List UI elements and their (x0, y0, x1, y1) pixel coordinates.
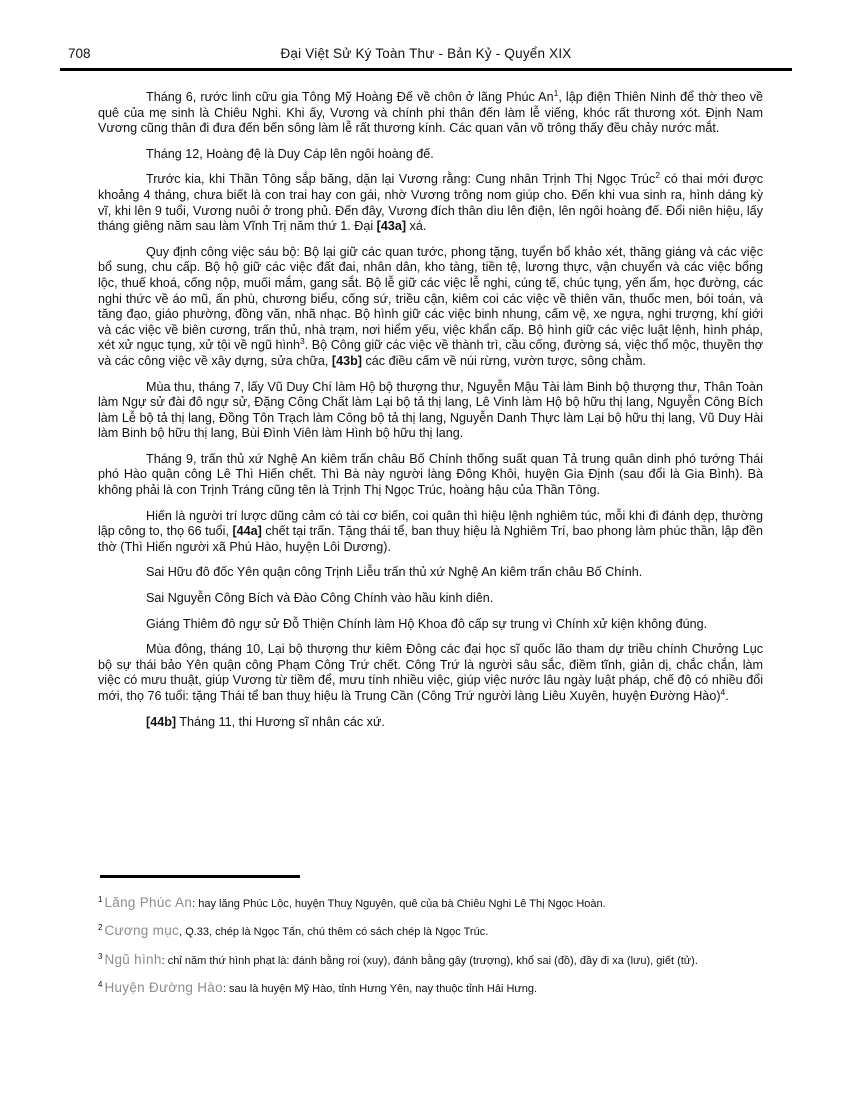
footnote-marker: 3 (98, 951, 103, 961)
text-run: có thai mới được khoảng 4 tháng, chưa biết là con trai hay con gái, nhờ Vương trông nom giúp cho. Đến khi vua sinh ra, hình dáng kỳ vĩ, khi lên 9 tuổi, Vương nuôi ở trong phủ. Đến đây, Vương đích thân dìu lên điện, lên ngôi hoàng đế. Đổi niên hiệu, lấy tháng giêng năm sau làm Vĩnh Trị năm thứ 1. Đại (98, 172, 764, 234)
text-run: Sai Nguyễn Công Bích và Đào Công Chính vào hầu kinh diên. (146, 591, 494, 606)
paragraph (98, 617, 763, 633)
page-number: 708 (68, 46, 91, 61)
paragraph (98, 380, 763, 442)
text-run: Quy định công việc sáu bộ: Bộ lại giữ các quan tước, phong tặng, tuyển bổ khảo xét, thăng giáng và các việc bổ sung, chu cấp. Bộ hộ giữ các việc đất đai, nhân dân, kho tàng, tiền tệ, lương thực, vận chuyển và các việc bổng lộc, thuế khoá, cống nộp, muối mắm, gang sắt. Bộ lễ giữ các việc lễ nghi, cúng tế, chúc tụng, yến ẩm, học đường, các nghi thức về áo mũ, ấn phù, chương biểu, cống sứ, triều cận, kiêm coi các việc về thiên văn, thuốc men, bói toán, và tăng đạo, giáo phường, đồng văn, nhã nhạc. Bộ hình giữ các việc binh nhung, cấm vệ, xe ngựa, nghi trượng, khí giới và các việc về biên cương, trấn thủ, nhà trạm, nơi hiểm yếu, việc khẩn cấp. Bộ hình giữ các việc luật lệnh, hình pháp, xét xử ngục tụng, xử tội về ngũ hình (98, 244, 763, 353)
folio-marker: [43a] (376, 219, 407, 234)
body-paragraphs (98, 87, 764, 740)
footnote-ref: 3 (300, 336, 305, 347)
text-run: , lập điện Thiên Ninh để thờ theo về quê của mẹ sinh là Chiêu Nghi. Khi ấy, Vương và chính phi thân đến làm lễ viếng, khóc rất thương xót. Định Nam Vương cũng thân đi đưa đến bến sông làm lễ rất thương kính. Các quan văn võ trông thấy đều chảy nước mắt. (98, 90, 763, 136)
paragraph (98, 509, 763, 556)
footnote (98, 924, 763, 940)
footnote-term: Cương mục (104, 923, 180, 938)
text-run: Hiến là người trí lược dũng cảm có tài cơ biến, coi quân thì hiệu lệnh nghiêm túc, mỗi khi đi đánh dẹp, thường lập công to, thọ 66 tuổi, (98, 508, 763, 539)
footnote-text: , Q.33, chép là Ngọc Tấn, chú thêm có sách chép là Ngọc Trúc. (179, 926, 489, 938)
footnote-text: : chỉ năm thứ hình phạt là: đánh bằng roi (xuy), đánh bằng gậy (trượng), khổ sai (đồ), đầy đi xa (lưu), giết (tử). (161, 954, 698, 967)
paragraph (98, 591, 763, 607)
footnote-text: : sau là huyện Mỹ Hào, tỉnh Hưng Yên, nay thuộc tỉnh Hải Hưng. (222, 983, 538, 995)
page-header (60, 46, 792, 66)
text-run: xá. (406, 219, 427, 234)
folio-marker: [43b] (331, 353, 362, 368)
paragraph (98, 172, 763, 234)
footnote-term: Lăng Phúc An (104, 894, 193, 910)
footnote-marker: 1 (98, 894, 103, 904)
footnote-term: Huyện Đường Hào (104, 980, 223, 995)
paragraph (98, 147, 763, 163)
text-run: chết tại trấn. Tặng thái tể, ban thuỵ hiệu là Nghiêm Trí, bao phong làm phúc thần, lập đền thờ (Thì Hiến người xã Phú Hào, huyện Lôi Dương). (98, 524, 764, 554)
folio-marker: [44b] (146, 714, 177, 729)
text-run: Tháng 11, thi Hương sĩ nhân các xứ. (176, 714, 385, 729)
text-run: . Bộ Công giữ các việc về thành trì, cầu cống, đường sá, việc thổ mộc, thuyền thợ và các công việc về xây dựng, sửa chữa, (98, 338, 763, 368)
text-run: Trước kia, khi Thần Tông sắp băng, dặn lại Vương rằng: Cung nhân Trịnh Thị Ngọc Trúc (146, 172, 656, 187)
text-run: Mùa đông, tháng 10, Lại bộ thượng thư kiêm Đông các đại học sĩ quốc lão tham dự triều chính Chưởng Lục bộ sự thái bảo Yên quận công Phạm Công Trứ chết. Công Trứ là người sâu sắc, điềm tĩnh, giản dị, chắc chắn, làm việc có mưu thuật, giúp Vương từ tiềm để, mưu tính nhiều việc, giúp việc nước lâu ngày luật pháp, chế độ có nhiều đổi mới, thọ 76 tuổi: tặng Thái tể ban thuỵ hiệu là Trung Cần (Công Trứ người làng Liêu Xuyên, huyện Đường Hào) (98, 642, 763, 703)
text-run: Tháng 6, rước linh cữu gia Tông Mỹ Hoàng Đế về chôn ở lãng Phúc An (146, 90, 554, 104)
text-run: Tháng 9, trấn thủ xứ Nghệ An kiêm trấn châu Bố Chính thống suất quan Tả trung quân dinh phó tướng Thái phó Hào quận công Lê Thì Hiến chết. Thì Bà này người làng Đông Khôi, huyện Gia Định (sau đổi là Gia Bình). Bà không phải là con Trịnh Tráng cũng tên là Trịnh Thị Ngọc Trúc, hoàng hậu của Thần Tông. (98, 451, 763, 498)
paragraph (98, 452, 763, 499)
folio-marker: [44a] (232, 524, 262, 539)
footnote-separator (100, 875, 300, 878)
footnotes-list (98, 896, 763, 997)
footnote-marker: 4 (98, 980, 103, 990)
text-run: các điều cấm về núi rừng, vườn tược, sông chằm. (362, 353, 647, 368)
text-run: Mùa thu, tháng 7, lấy Vũ Duy Chí làm Hộ bộ thượng thư, Nguyễn Mậu Tài làm Binh bộ thượng thư, Thân Toàn làm Ngự sử đài đô ngự sử, Đặng Công Chất làm Lại bộ tả thị lang, Lê Vinh làm Hộ bộ hữu thị lang, Nguyễn Công Bích làm Lễ bộ tả thị lang, Đồng Tôn Trạch làm Công bộ tả thị lang, Nguyễn Danh Thực làm Lại bộ hữu thị lang, Vũ Duy Hài làm Binh bộ hữu thị lang, Bùi Đình Viên làm Hình bộ hữu thị lang. (98, 379, 763, 441)
paragraph (98, 565, 763, 581)
footnote (98, 896, 763, 912)
footnote-ref: 1 (553, 87, 559, 98)
footnote-marker: 2 (98, 923, 103, 933)
text-run: . (725, 689, 729, 703)
footnote-ref: 4 (720, 686, 726, 697)
footnote-ref: 2 (655, 170, 660, 181)
text-run: Tháng 12, Hoàng đệ là Duy Cáp lên ngôi hoàng đế. (146, 146, 434, 161)
text-run: Giáng Thiêm đô ngự sử Đỗ Thiện Chính làm Hộ Khoa đô cấp sự trung vì Chính xử kiện không đúng. (146, 616, 708, 631)
paragraph (98, 245, 763, 370)
footnote (98, 981, 763, 997)
paragraph (98, 642, 763, 704)
paragraph (98, 87, 763, 137)
paragraph (98, 715, 763, 731)
text-run: Sai Hữu đô đốc Yên quận công Trịnh Liễu trấn thủ xứ Nghệ An kiêm trấn châu Bố Chính. (146, 565, 643, 580)
footnote-term: Ngũ hình (104, 951, 162, 967)
footnote-block (98, 875, 763, 1010)
header-rule (60, 68, 792, 71)
footnote (98, 953, 763, 969)
page-title: Đại Việt Sử Ký Toàn Thư - Bản Kỷ - Quyển XIX (280, 46, 572, 61)
footnote-text: : hay lăng Phúc Lộc, huyện Thuỵ Nguyên, quê của bà Chiêu Nghi Lê Thị Ngọc Hoàn. (192, 897, 606, 910)
